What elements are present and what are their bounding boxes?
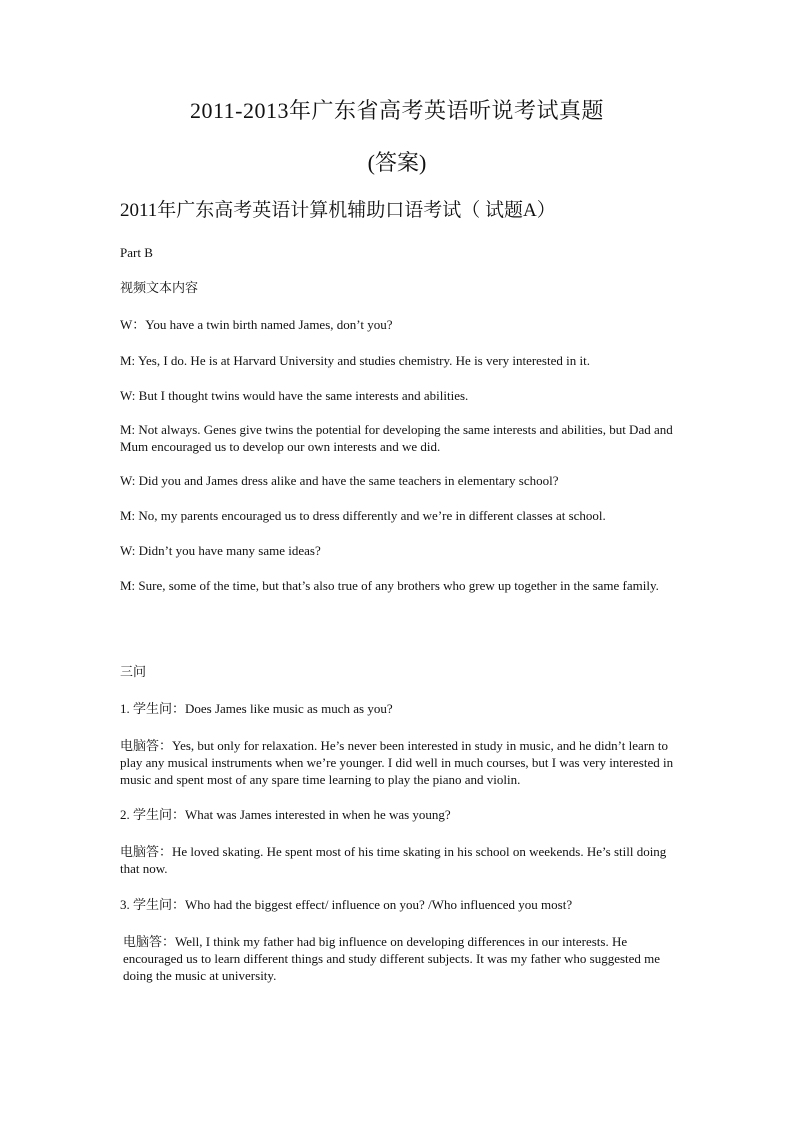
dialogue-line: W：You have a twin birth named James, don’t you?: [120, 317, 393, 332]
qa-question: 1. 学生问：Does James like music as much as you?: [120, 701, 393, 716]
qa-question: 3. 学生问：Who had the biggest effect/ influence on you? /Who influenced you most?: [120, 897, 573, 912]
dialogue-line: W: Didn’t you have many same ideas?: [120, 543, 321, 558]
video-text-label: 视频文本内容: [120, 280, 199, 295]
document-subtitle: (答案): [367, 150, 427, 175]
part-label: Part B: [120, 245, 153, 260]
dialogue-line: W: But I thought twins would have the same interests and abilities.: [120, 388, 469, 403]
dialogue-line: W: Did you and James dress alike and have the same teachers in elementary school?: [120, 473, 559, 488]
qa-answer: 电脑答：Yes, but only for relaxation. He’s never been interested in study in music, and he didn’t learn to play any musical instruments when we’re younger. I did well in much courses, but I was very interested in music and spent most of any spare time learning to play the piano and violin.: [120, 738, 674, 787]
exam-heading: 2011年广东高考英语计算机辅助口语考试（ 试题A）: [120, 200, 556, 221]
dialogue-line: M: Yes, I do. He is at Harvard University and studies chemistry. He is very interested in it.: [120, 353, 590, 368]
document-title: 2011-2013年广东省高考英语听说考试真题: [189, 98, 604, 123]
qa-answer: 电脑答：He loved skating. He spent most of his time skating in his school on weekends. He’s still doing that now.: [120, 844, 667, 876]
qa-answer: 电脑答：Well, I think my father had big influence on developing differences in our interests. He encouraged us to learn different things and study different subjects. It was my father who suggested me doing the music at university.: [123, 934, 661, 983]
dialogue-line: M: Sure, some of the time, but that’s also true of any brothers who grew up together in the same family.: [120, 578, 659, 593]
section-label: 三问: [120, 664, 147, 679]
qa-question: 2. 学生问：What was James interested in when he was young?: [120, 807, 451, 822]
dialogue-line: M: Not always. Genes give twins the potential for developing the same interests and abilities, but Dad and Mum encouraged us to develop our own interests and we did.: [120, 422, 673, 454]
dialogue-line: M: No, my parents encouraged us to dress differently and we’re in different classes at school.: [120, 508, 606, 523]
